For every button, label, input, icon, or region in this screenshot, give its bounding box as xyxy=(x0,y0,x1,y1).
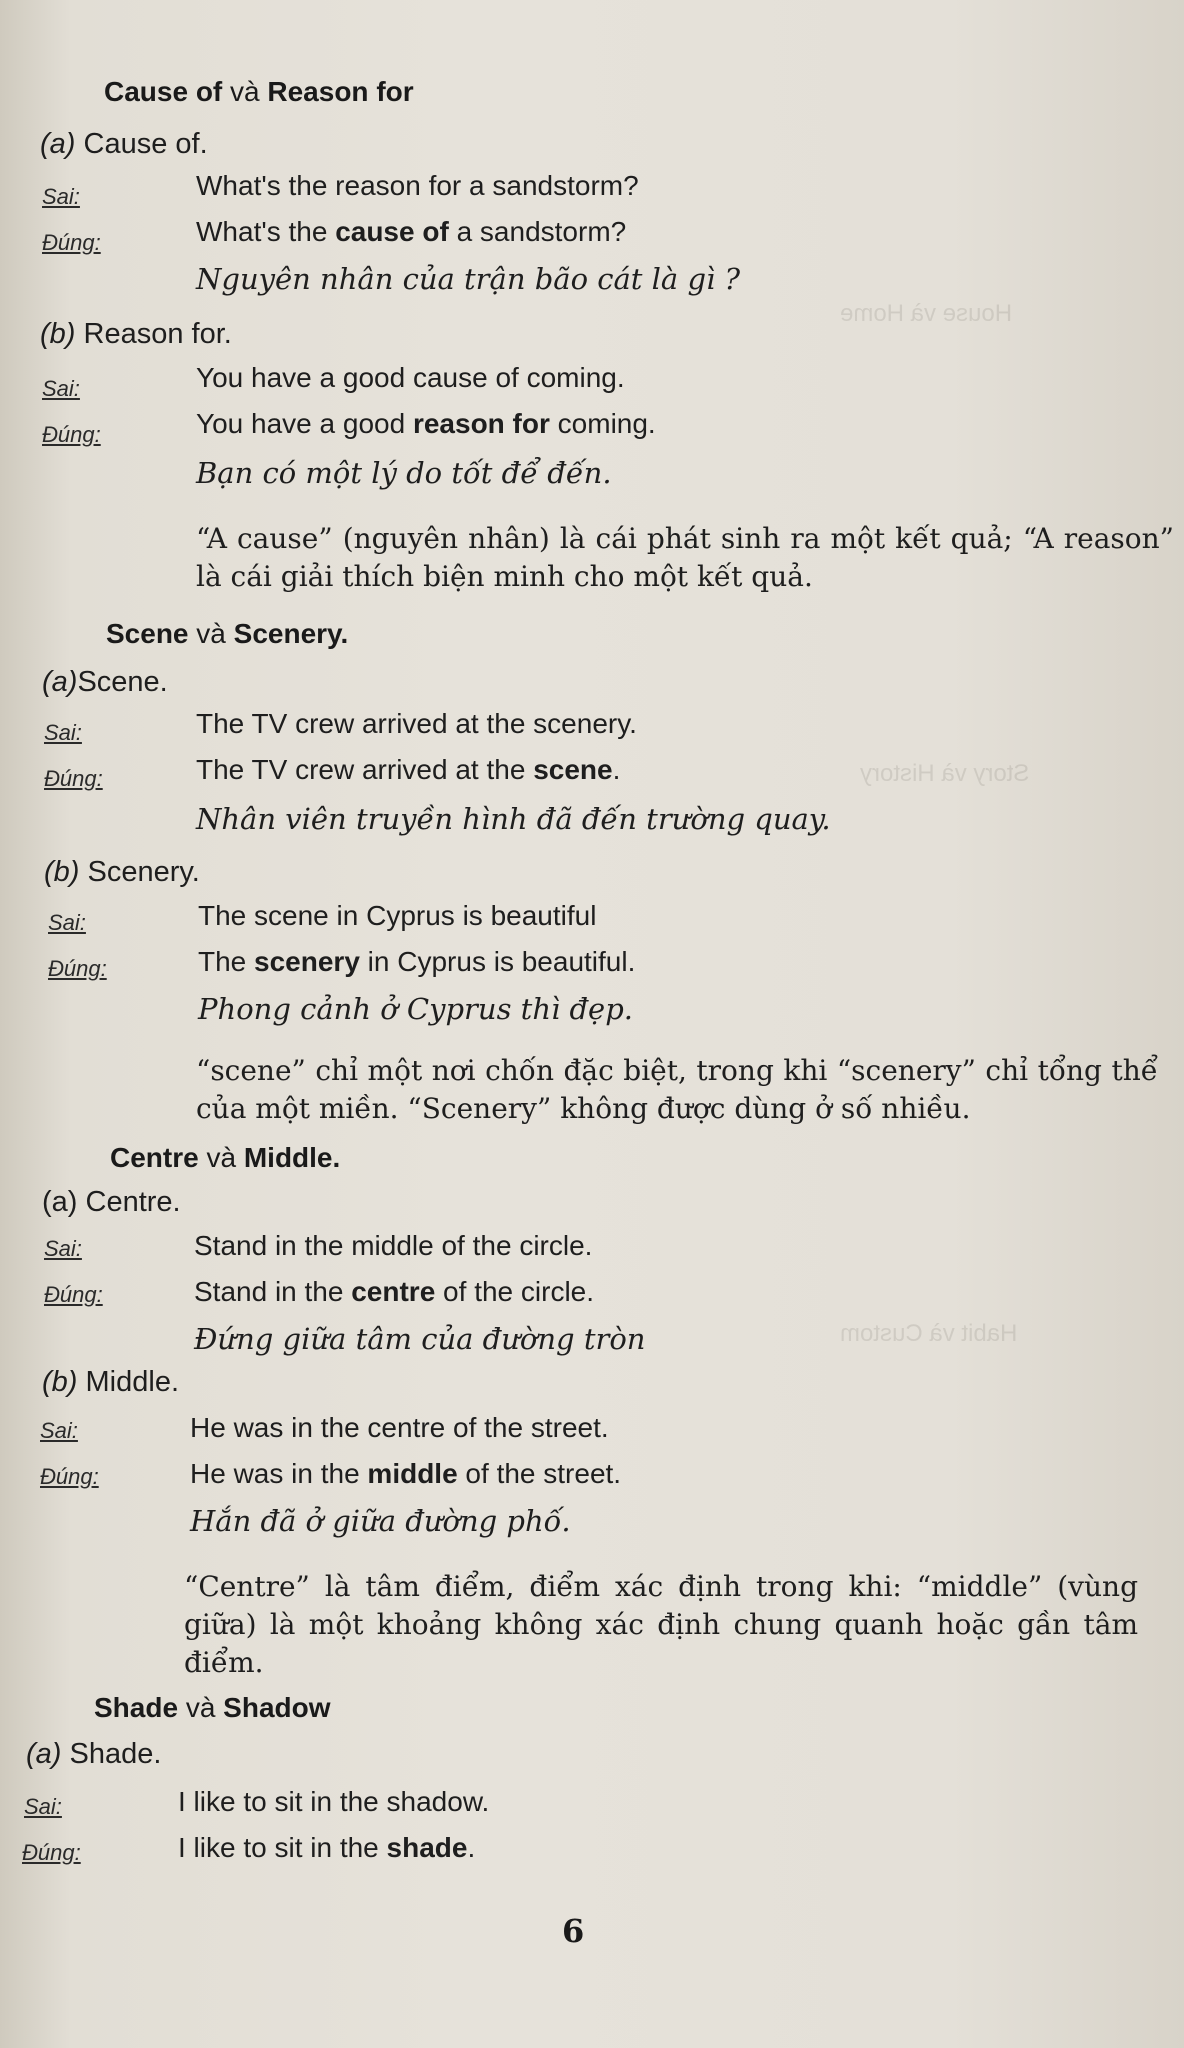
wrong-label: Sai: xyxy=(42,376,80,401)
right-label: Đúng: xyxy=(48,956,107,981)
vietnamese-translation: Hắn đã ở giữa đường phố. xyxy=(190,1504,571,1538)
subheading-scenery: (b) Scenery. xyxy=(44,856,200,888)
right-sentence: The TV crew arrived at the scene. xyxy=(196,754,621,785)
vietnamese-translation: Nhân viên truyền hình đã đến trường quay. xyxy=(196,802,831,836)
right-label: Đúng: xyxy=(42,230,101,255)
section-heading-cause-reason: Cause of và Reason for xyxy=(104,76,414,107)
wrong-label: Sai: xyxy=(44,1236,82,1261)
right-label: Đúng: xyxy=(22,1840,81,1865)
section-heading-shade-shadow: Shade và Shadow xyxy=(94,1692,331,1723)
wrong-label: Sai: xyxy=(42,184,80,209)
right-sentence: The scenery in Cyprus is beautiful. xyxy=(198,946,636,977)
right-label: Đúng: xyxy=(44,1282,103,1307)
subheading-scene: (a)Scene. xyxy=(42,666,168,698)
vietnamese-translation: Bạn có một lý do tốt để đến. xyxy=(196,456,612,490)
wrong-label: Sai: xyxy=(24,1794,62,1819)
section-heading-centre-middle: Centre và Middle. xyxy=(110,1142,341,1173)
wrong-sentence: The TV crew arrived at the scenery. xyxy=(196,708,637,739)
subheading-cause-of: (a) Cause of. xyxy=(40,128,208,160)
usage-note: “A cause” (nguyên nhân) là cái phát sinh ra một kết quả; “A reason” là cái giải thích biện minh cho một kết quả. xyxy=(196,522,1174,593)
show-through-text: Story và History xyxy=(860,760,1030,787)
vietnamese-translation: Phong cảnh ở Cyprus thì đẹp. xyxy=(198,992,633,1026)
right-label: Đúng: xyxy=(44,766,103,791)
wrong-sentence: He was in the centre of the street. xyxy=(190,1412,609,1443)
wrong-label: Sai: xyxy=(48,910,86,935)
wrong-sentence: I like to sit in the shadow. xyxy=(178,1786,490,1817)
wrong-sentence: Stand in the middle of the circle. xyxy=(194,1230,593,1261)
subheading-reason-for: (b) Reason for. xyxy=(40,318,232,350)
vietnamese-translation: Nguyên nhân của trận bão cát là gì ? xyxy=(196,262,741,296)
right-sentence: Stand in the centre of the circle. xyxy=(194,1276,595,1307)
usage-note: “scene” chỉ một nơi chốn đặc biệt, trong khi “scenery” chỉ tổng thể của một miền. “Scenery” không được dùng ở số nhiều. xyxy=(196,1054,1158,1125)
wrong-sentence: What's the reason for a sandstorm? xyxy=(196,170,639,201)
right-sentence: What's the cause of a sandstorm? xyxy=(196,216,627,247)
subheading-shade: (a) Shade. xyxy=(26,1738,162,1770)
right-sentence: He was in the middle of the street. xyxy=(190,1458,622,1489)
wrong-sentence: The scene in Cyprus is beautiful xyxy=(198,900,597,931)
show-through-text: House và Home xyxy=(840,300,1013,327)
right-sentence: You have a good reason for coming. xyxy=(196,408,656,439)
subheading-middle: (b) Middle. xyxy=(42,1366,180,1398)
page-number: 6 xyxy=(562,1912,585,1950)
show-through-text: Habit và Custom xyxy=(840,1320,1018,1347)
wrong-label: Sai: xyxy=(40,1418,78,1443)
right-label: Đúng: xyxy=(40,1464,99,1489)
wrong-sentence: You have a good cause of coming. xyxy=(196,362,625,393)
vietnamese-translation: Đứng giữa tâm của đường tròn xyxy=(194,1322,646,1356)
right-sentence: I like to sit in the shade. xyxy=(178,1832,476,1863)
wrong-label: Sai: xyxy=(44,720,82,745)
right-label: Đúng: xyxy=(42,422,101,447)
section-heading-scene-scenery: Scene và Scenery. xyxy=(106,618,349,649)
usage-note: “Centre” là tâm điểm, điểm xác định trong khi: “middle” (vùng giữa) là một khoảng không xác định chung quanh hoặc gần tâm điểm. xyxy=(184,1570,1138,1679)
subheading-centre: (a) Centre. xyxy=(42,1186,181,1218)
